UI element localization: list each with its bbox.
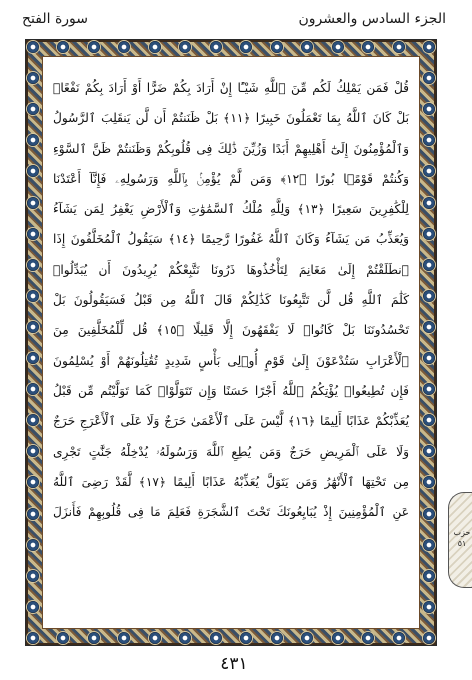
verse-line: مِن تَحْتِهَا ٱلْأَنْهَٰرُ وَمَن يَتَوَلَّ يُعَذِّبْهُ عَذَابًا أَلِيمًا ﴿١٧﴾ لَّقَدْ رَضِىَ ٱللَّهُ [53,474,409,489]
frame-medallion [27,41,39,53]
frame-medallion [27,290,39,302]
frame-medallion [362,41,374,53]
frame-medallion [27,632,39,644]
hizb-marker-label [452,527,472,549]
page-header [22,8,446,30]
frame-medallion [393,632,405,644]
frame-medallion [423,41,435,53]
verse-line: يُعَذِّبْكُمْ عَذَابًا أَلِيمًا ﴿١٦﴾ لَّيْسَ عَلَى ٱلْأَعْمَىٰ حَرَجٌ وَلَا عَلَى ٱلْأَعْرَجِ حَرَجٌ [53,414,409,429]
frame-medallion [27,601,39,613]
frame-medallion [27,508,39,520]
verse-line: وَٱلْمُؤْمِنُونَ إِلَىٰٓ أَهْلِيهِمْ أَبَدًا وَزُيِّنَ ذَٰلِكَ فِى قُلُوبِكُمْ وَظَنَنتُمْ ظَنَّ ٱلسَّوْءِ [53,141,409,156]
frame-medallion [362,632,374,644]
juz-label: الجزء السادس والعشرون [298,11,446,27]
hizb-word: حزب [453,528,471,537]
frame-medallion [423,228,435,240]
frame-medallion [27,228,39,240]
verse-line: وَلَا عَلَى ٱلْمَرِيضِ حَرَجٌ وَمَن يُطِعِ ٱللَّهَ وَرَسُولَهُۥ يُدْخِلْهُ جَنَّٰتٍ تَجْرِى [53,444,409,459]
verse-line: قُلْ فَمَن يَمْلِكُ لَكُم مِّنَ ٱللَّهِ شَيْـًٔا إِنْ أَرَادَ بِكُمْ ضَرًّا أَوْ أَرَادَ بِكُمْ نَفْعًاۢ [53,81,409,95]
frame-medallion [423,290,435,302]
verse-line: عَنِ ٱلْمُؤْمِنِينَ إِذْ يُبَايِعُونَكَ تَحْتَ ٱلشَّجَرَةِ فَعَلِمَ مَا فِى قُلُوبِهِمْ فَأَنزَلَ [53,505,409,520]
frame-medallion [210,41,222,53]
frame-medallion [423,259,435,271]
frame-medallion [423,601,435,613]
hizb-number: ٥١ [457,539,467,548]
frame-medallion [27,197,39,209]
verse-line: بَلْ كَانَ ٱللَّهُ بِمَا تَعْمَلُونَ خَبِيرًا ﴿١١﴾ بَلْ ظَنَنتُمْ أَن لَّن يَنقَلِبَ ٱلرَّسُولُ [53,111,409,126]
frame-medallion [423,508,435,520]
frame-medallion [88,632,100,644]
verse-line: كَلَٰمَ ٱللَّهِ قُل لَّن تَتَّبِعُونَا كَذَٰلِكُمْ قَالَ ٱللَّهُ مِن قَبْلُ فَسَيَقُولُونَ بَلْ [53,293,409,308]
verse-line: تَحْسُدُونَنَا بَلْ كَانُوا۟ لَا يَفْقَهُونَ إِلَّا قَلِيلًا ﴿١٥﴾ قُل لِّلْمُخَلَّفِينَ مِنَ [53,323,409,338]
frame-medallion [27,539,39,551]
frame-medallion [423,539,435,551]
frame-medallion [27,259,39,271]
verse-text-area [42,56,420,629]
frame-medallion [423,632,435,644]
verse-line: ٱلْأَعْرَابِ سَتُدْعَوْنَ إِلَىٰ قَوْمٍ أُو۟لِى بَأْسٍ شَدِيدٍ تُقَٰتِلُونَهُمْ أَوْ يُسْلِمُونَ [53,353,409,368]
frame-medallion [27,72,39,84]
frame-medallion [149,41,161,53]
frame-medallion [271,632,283,644]
verse-line: فَإِن تُطِيعُوا۟ يُؤْتِكُمُ ٱللَّهُ أَجْرًا حَسَنًا وَإِن تَتَوَلَّوْا۟ كَمَا تَوَلَّيْتُم مِّن قَبْلُ [53,383,409,398]
frame-medallion [210,632,222,644]
frame-medallion [27,352,39,364]
frame-medallion [27,570,39,582]
frame-medallion [423,321,435,333]
verse-line: وَيُعَذِّبُ مَن يَشَآءُ وَكَانَ ٱللَّهُ غَفُورًا رَّحِيمًا ﴿١٤﴾ سَيَقُولُ ٱلْمُخَلَّفُونَ إِذَا [53,232,409,247]
verse-line: لِلْكَٰفِرِينَ سَعِيرًا ﴿١٣﴾ وَلِلَّهِ مُلْكُ ٱلسَّمَٰوَٰتِ وَٱلْأَرْضِ يَغْفِرُ لِمَن يَشَآءُ [53,202,410,217]
hizb-marker [448,492,472,588]
frame-medallion [332,632,344,644]
frame-medallion [27,321,39,333]
surah-label: سورة الفتح [22,11,89,27]
frame-medallion [423,197,435,209]
frame-medallion [423,570,435,582]
frame-medallion [332,41,344,53]
frame-medallion [423,352,435,364]
verse-line: ٱنطَلَقْتُمْ إِلَىٰ مَغَانِمَ لِتَأْخُذُوهَا ذَرُونَا نَتَّبِعْكُمْ يُرِيدُونَ أَن يُبَدِّلُوا۟ [53,262,409,277]
frame-medallion [271,41,283,53]
frame-medallion [149,632,161,644]
page-number: ٤٣١ [220,654,248,674]
frame-medallion [423,72,435,84]
verse-line: وَكُنتُمْ قَوْمًۢا بُورًا ﴿١٢﴾ وَمَن لَّمْ يُؤْمِنۢ بِٱللَّهِ وَرَسُولِهِۦ فَإِنَّآ أَعْتَدْنَا [53,171,410,186]
frame-medallion [393,41,405,53]
frame-medallion [88,41,100,53]
